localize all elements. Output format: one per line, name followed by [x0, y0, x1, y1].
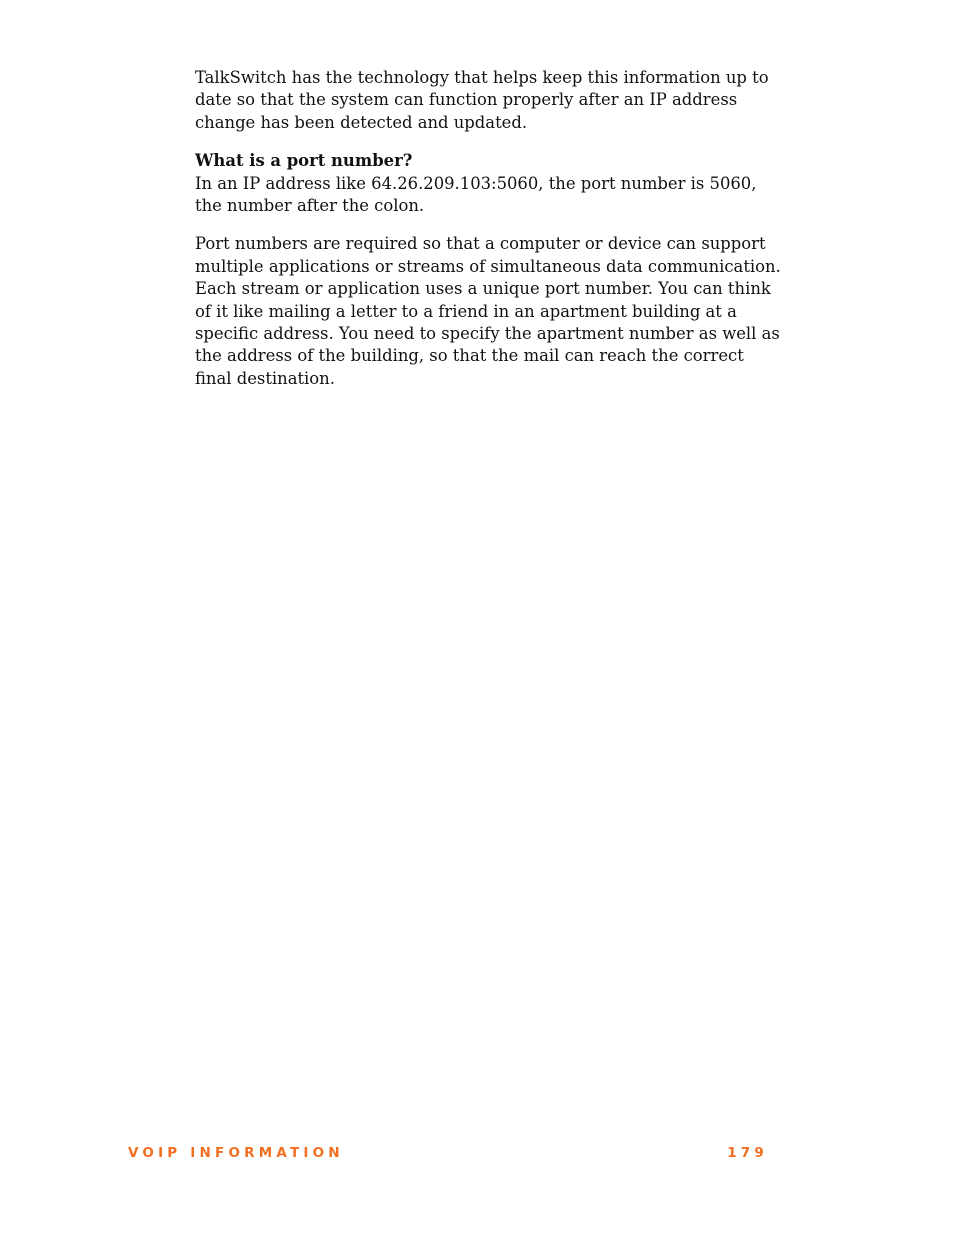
section-heading: What is a port number?	[195, 151, 413, 171]
body-paragraph: TalkSwitch has the technology that helps keep this information up to date so that the system can function properly after an IP address change has been detected and updated.	[195, 68, 769, 132]
page-number: 179	[727, 1145, 768, 1161]
footer-section-title: VOIP INFORMATION	[128, 1145, 344, 1161]
document-body	[195, 67, 785, 390]
page-footer	[128, 1145, 768, 1165]
body-paragraph: Port numbers are required so that a computer or device can support multiple applications or streams of simultaneous data communication. Each stream or application uses a unique port number. You can think of it like mailing a letter to a friend in an apartment building at a specific address. You need to specify the apartment number as well as the address of the building, so that the mail can reach the correct final destination.	[195, 234, 781, 388]
body-paragraph: In an IP address like 64.26.209.103:5060, the port number is 5060, the number after the colon.	[195, 173, 757, 216]
